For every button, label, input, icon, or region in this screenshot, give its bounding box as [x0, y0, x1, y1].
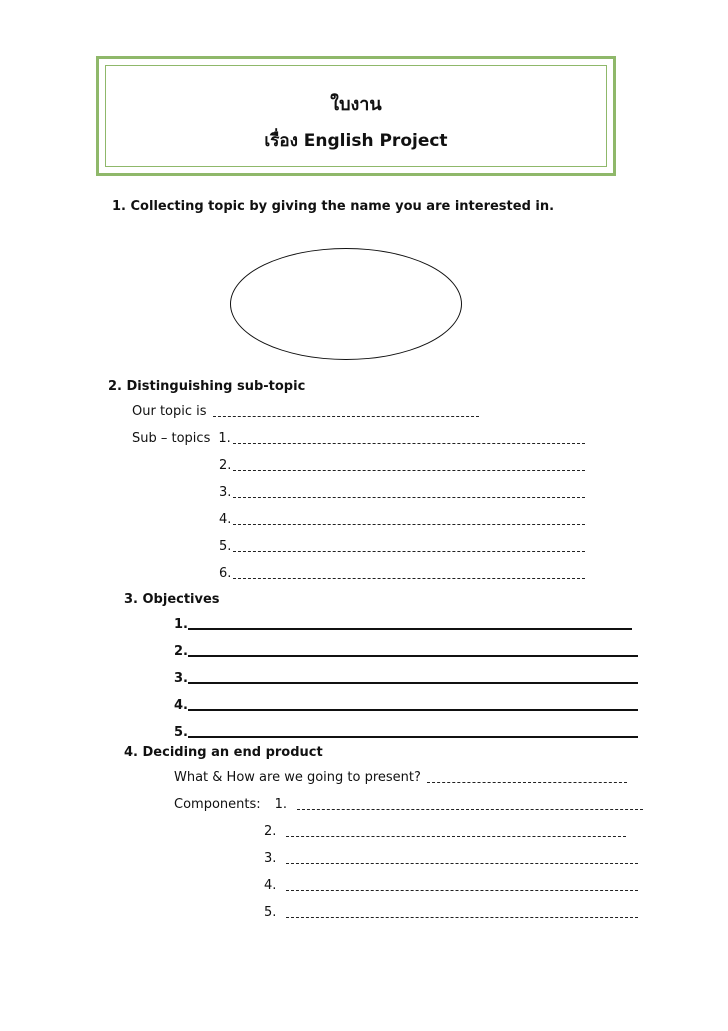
- topic-oval[interactable]: [230, 248, 462, 360]
- title-thai: ใบงาน: [330, 94, 382, 115]
- component-row-2: [264, 824, 626, 839]
- subtopic-number: 5.: [219, 539, 232, 554]
- present-blank[interactable]: [427, 770, 627, 783]
- objective-blank[interactable]: [188, 643, 638, 657]
- component-number: 1.: [274, 797, 288, 812]
- topic-row: [132, 404, 479, 419]
- subtopic-row-1: [132, 431, 585, 446]
- component-number: 2.: [264, 824, 277, 839]
- objective-number: 2.: [174, 644, 188, 659]
- subtopic-blank[interactable]: [233, 566, 585, 579]
- component-blank[interactable]: [286, 878, 638, 891]
- subtopic-row-5: [219, 539, 585, 554]
- component-blank[interactable]: [286, 905, 638, 918]
- subtopic-number: 3.: [219, 485, 232, 500]
- component-blank[interactable]: [286, 851, 638, 864]
- objective-row-2: [174, 643, 638, 659]
- subtopic-blank[interactable]: [233, 458, 585, 471]
- section2-heading: 2. Distinguishing sub-topic: [108, 379, 306, 394]
- present-row: [174, 770, 627, 785]
- component-row-4: [264, 878, 638, 893]
- component-number: 4.: [264, 878, 277, 893]
- topic-label: Our topic is: [132, 404, 207, 419]
- subtopic-number: 6.: [219, 566, 232, 581]
- subtopic-number: 4.: [219, 512, 232, 527]
- subtopic-blank[interactable]: [233, 431, 585, 444]
- section4-heading: 4. Deciding an end product: [124, 745, 323, 760]
- objective-row-3: [174, 670, 638, 686]
- subtopic-blank[interactable]: [233, 485, 585, 498]
- objective-number: 1.: [174, 617, 188, 632]
- subtopic-number: 1.: [218, 431, 231, 446]
- topic-blank[interactable]: [213, 404, 479, 417]
- component-row-5: [264, 905, 638, 920]
- objective-row-5: [174, 724, 638, 740]
- section3-heading: 3. Objectives: [124, 592, 220, 607]
- components-label: Components:: [174, 797, 261, 812]
- component-number: 5.: [264, 905, 277, 920]
- component-blank[interactable]: [297, 797, 643, 810]
- objective-number: 3.: [174, 671, 188, 686]
- subtopic-row-4: [219, 512, 585, 527]
- objective-row-1: [174, 616, 632, 632]
- component-row-3: [264, 851, 638, 866]
- objective-blank[interactable]: [188, 616, 632, 630]
- objective-number: 5.: [174, 725, 188, 740]
- subtopic-row-6: [219, 566, 585, 581]
- subtopic-row-3: [219, 485, 585, 500]
- component-number: 3.: [264, 851, 277, 866]
- objective-blank[interactable]: [188, 724, 638, 738]
- objective-number: 4.: [174, 698, 188, 713]
- subtopic-blank[interactable]: [233, 539, 585, 552]
- component-row-1: [174, 797, 643, 812]
- objective-blank[interactable]: [188, 697, 638, 711]
- objective-blank[interactable]: [188, 670, 638, 684]
- subtopic-blank[interactable]: [233, 512, 585, 525]
- subtopic-row-2: [219, 458, 585, 473]
- page-title: เรื่อง English Project: [264, 131, 448, 151]
- present-question: What & How are we going to present?: [174, 770, 421, 785]
- section1-heading: 1. Collecting topic by giving the name you are interested in.: [112, 199, 555, 214]
- subtopic-number: 2.: [219, 458, 232, 473]
- title-box: [96, 56, 616, 176]
- objective-row-4: [174, 697, 638, 713]
- component-blank[interactable]: [286, 824, 626, 837]
- subtopics-label: Sub – topics: [132, 431, 211, 446]
